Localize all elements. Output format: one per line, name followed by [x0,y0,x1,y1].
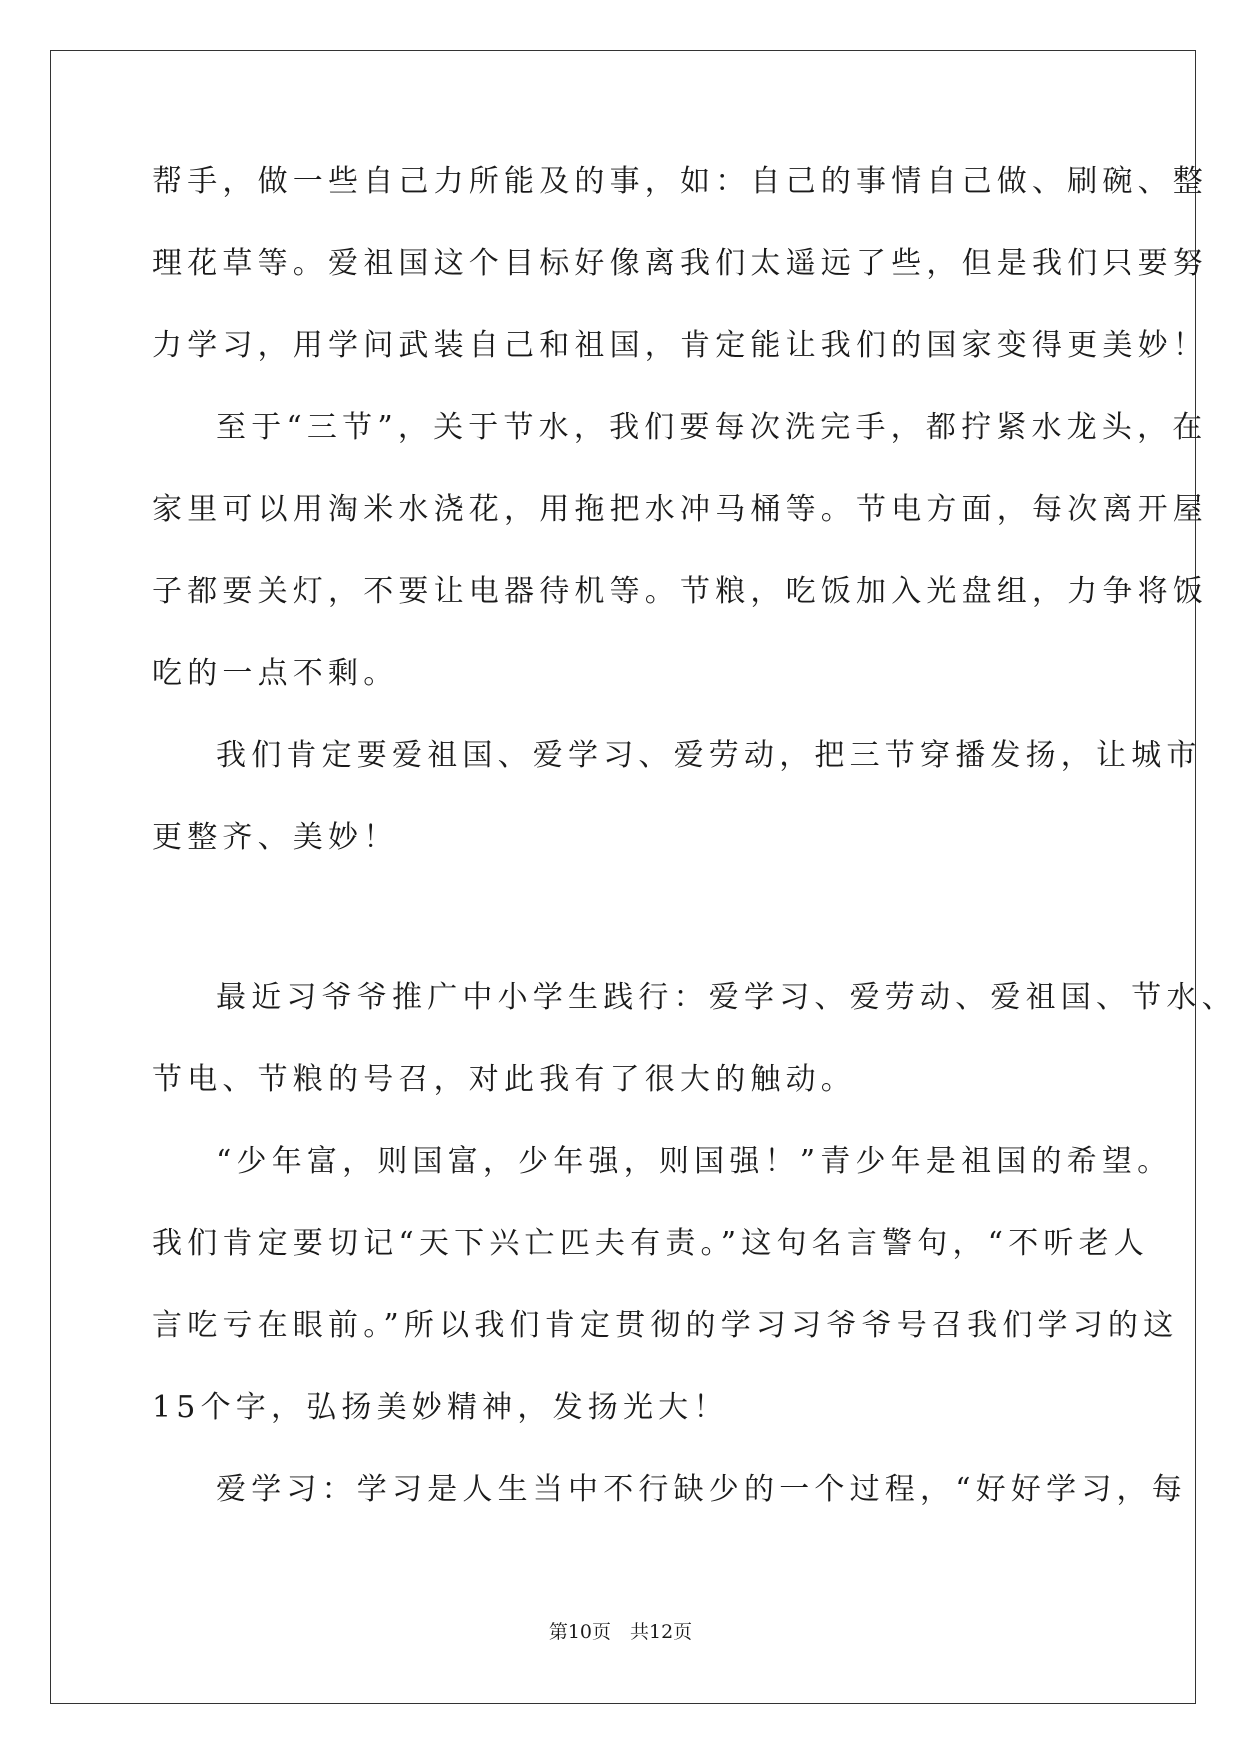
document-body [152,160,1237,1550]
text-line: 15个字，弘扬美妙精神，发扬光大！ [152,1390,729,1425]
section-gap [152,898,1092,976]
text-line: 力学习，用学问武装自己和祖国，肯定能让我们的国家变得更美妙！ [152,328,1208,363]
text-line: 我们肯定要切记“天下兴亡匹夫有责。”这句名言警句，“不听老人 [152,1226,1150,1261]
paragraph-start-line: 爱学习：学习是人生当中不行缺少的一个过程，“好好学习，每 [216,1472,1187,1507]
paragraph-start-line: 我们肯定要爱祖国、爱学习、爱劳动，把三节穿播发扬，让城市 [216,738,1202,773]
text-line: 言吃亏在眼前。”所以我们肯定贯彻的学习习爷爷号召我们学习的这 [152,1308,1179,1343]
text-line: 帮手，做一些自己力所能及的事，如：自己的事情自己做、刷碗、整 [152,164,1208,199]
text-line: 节电、节粮的号召，对此我有了很大的触动。 [152,1062,856,1097]
paragraph-start-line: “少年富，则国富，少年强，则国强！”青少年是祖国的希望。 [216,1144,1173,1179]
text-line: 吃的一点不剩。 [152,656,399,691]
page-number-footer: 第10页 共12页 [548,1621,693,1643]
text-line: 家里可以用淘米水浇花，用拖把水冲马桶等。节电方面，每次离开屋 [152,492,1208,527]
text-line: 更整齐、美妙！ [152,820,399,855]
paragraph-start-line: 最近习爷爷推广中小学生践行：爱学习、爱劳动、爱祖国、节水、 [216,980,1237,1015]
text-line: 理花草等。爱祖国这个目标好像离我们太遥远了些，但是我们只要努 [152,246,1208,281]
text-line: 子都要关灯，不要让电器待机等。节粮，吃饭加入光盘组，力争将饭 [152,574,1208,609]
paragraph-start-line: 至于“三节”，关于节水，我们要每次洗完手，都拧紧水龙头，在 [216,410,1208,445]
